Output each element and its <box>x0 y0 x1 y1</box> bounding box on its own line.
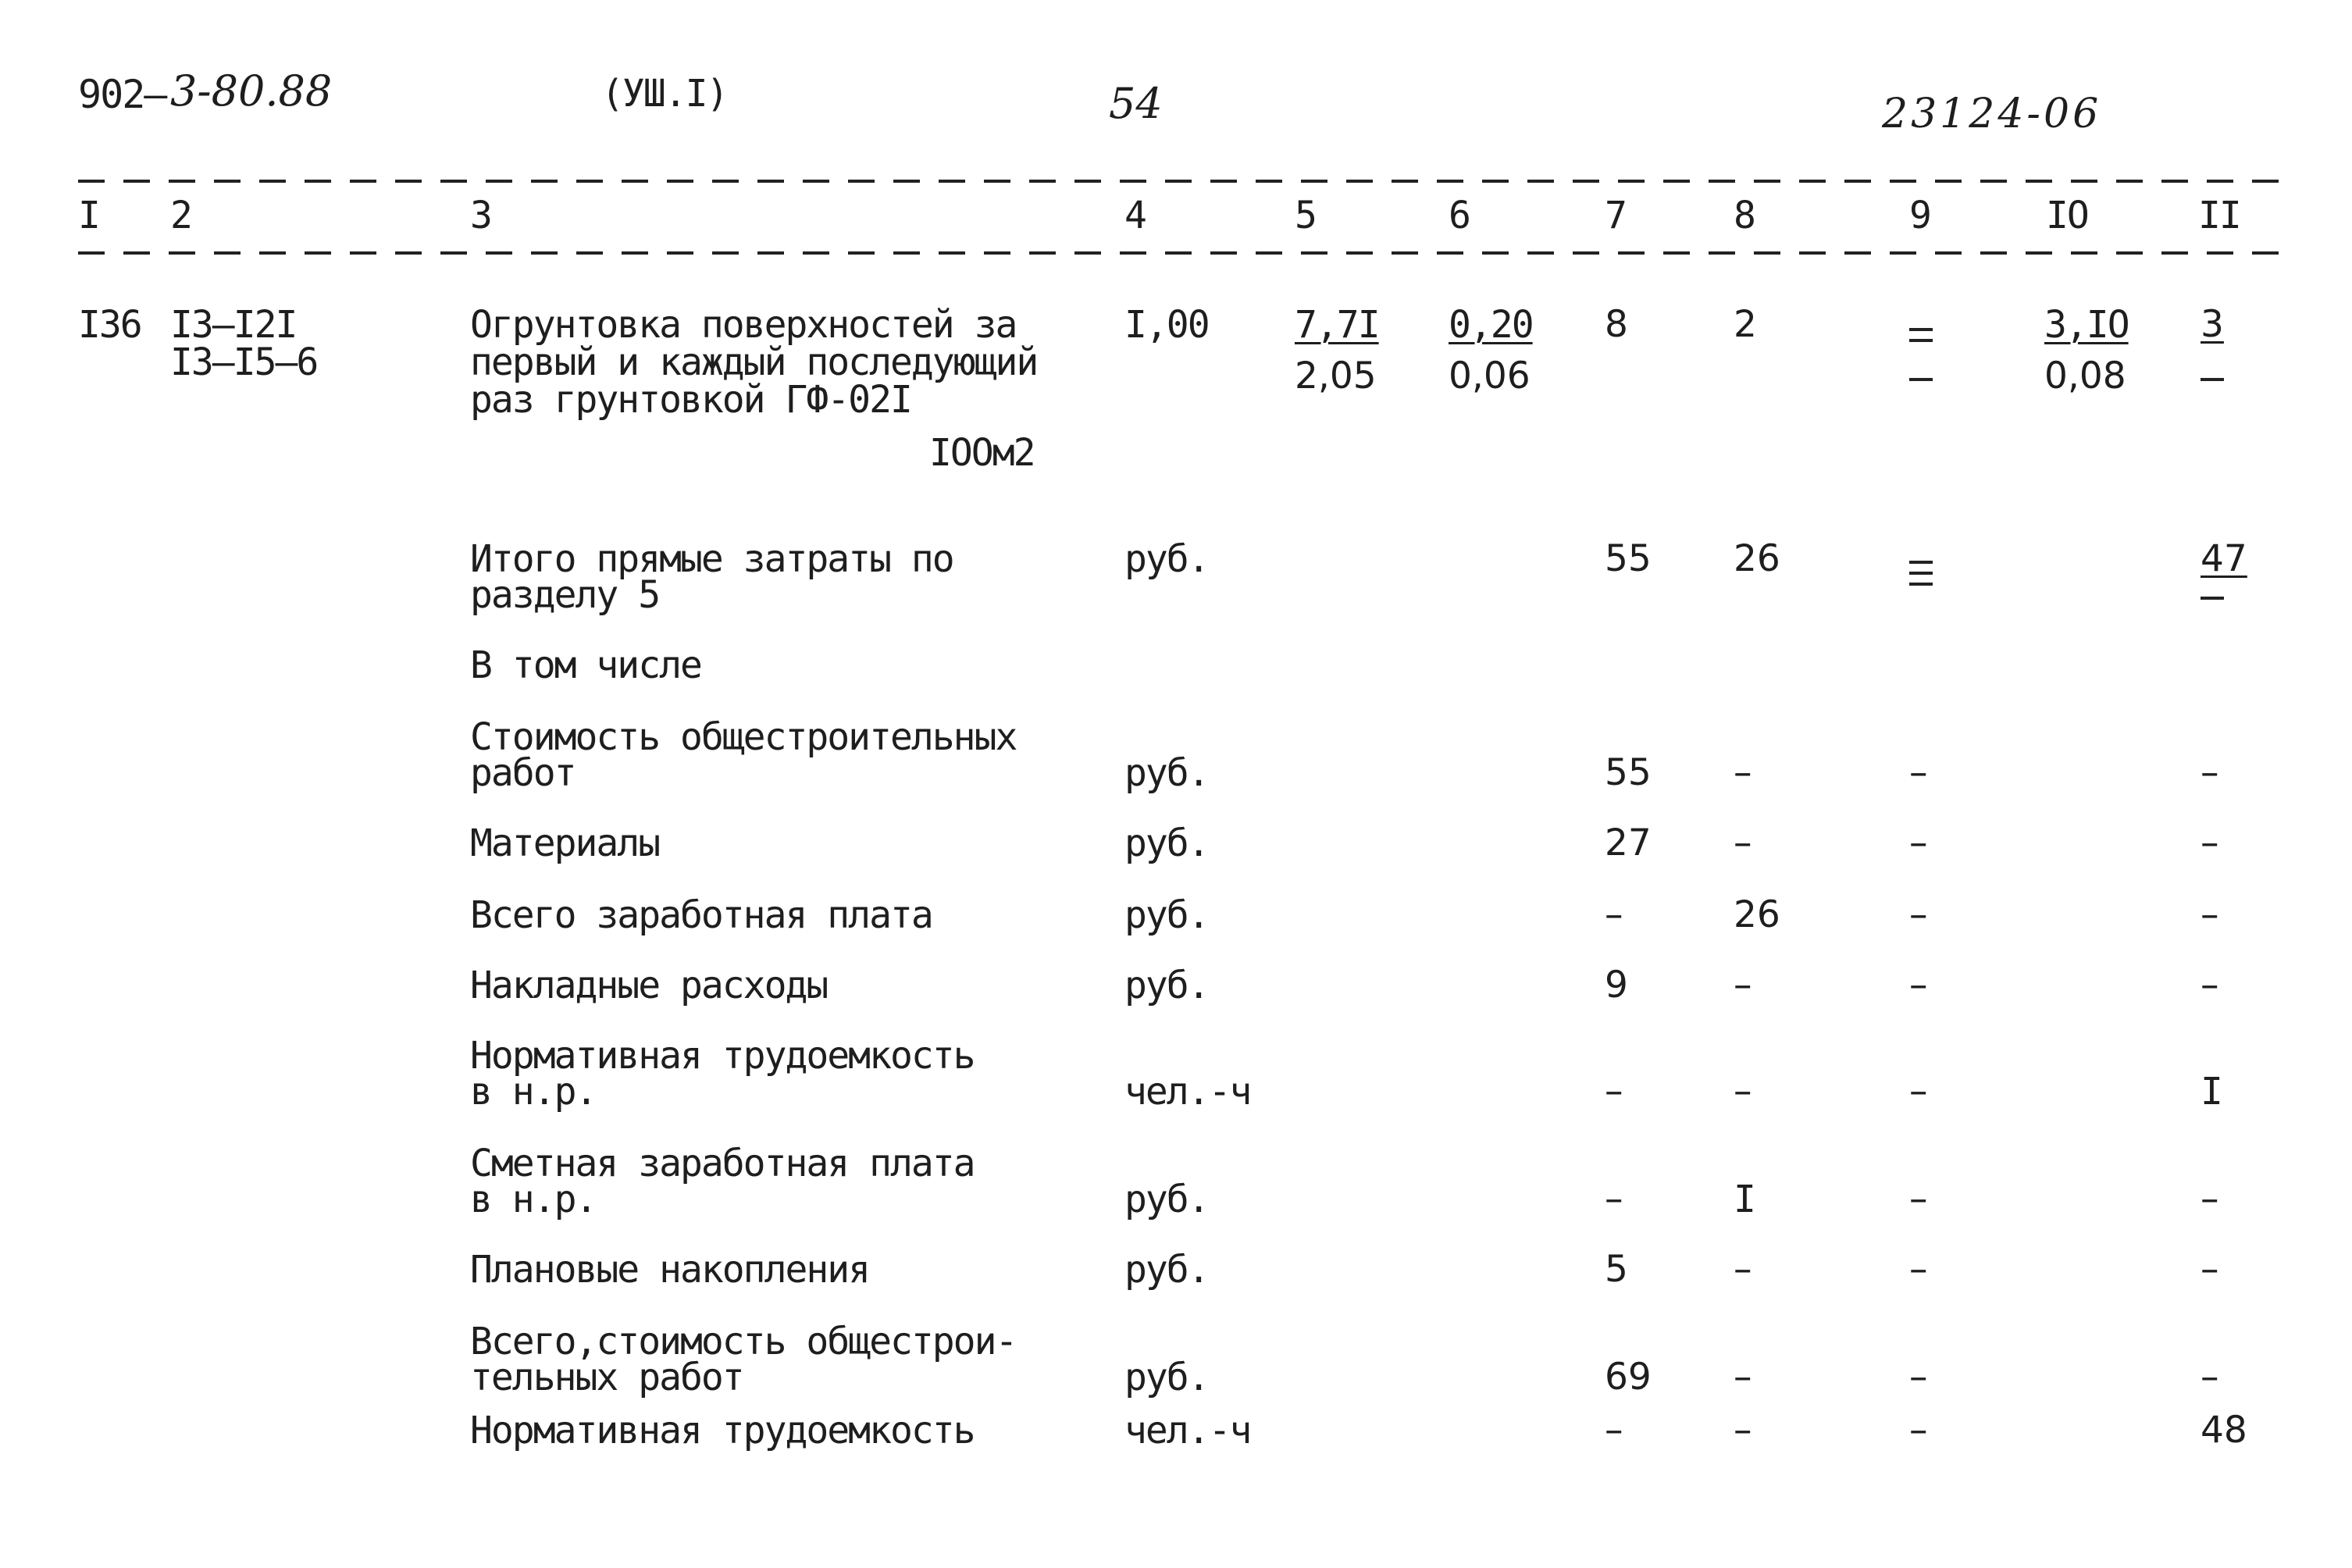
col-5-label: 5 <box>1295 194 1316 237</box>
row-col7: – <box>1605 1178 1623 1221</box>
row-col11: – <box>2201 821 2219 864</box>
row-col8: – <box>1734 1070 1752 1113</box>
row-label: Материалы <box>470 821 660 865</box>
row-col7: – <box>1605 893 1623 936</box>
row-label-2: работ <box>470 751 576 795</box>
item-col10-bottom: 0,08 <box>2044 355 2126 397</box>
row-unit: руб. <box>1124 893 1209 937</box>
col-10-label: IO <box>2046 194 2088 237</box>
col-4-label: 4 <box>1124 194 1146 237</box>
row-label-2: тельных работ <box>470 1356 743 1399</box>
item-col6-top: 0,20 <box>1449 303 1533 347</box>
row-unit: руб. <box>1124 1248 1209 1292</box>
summary-col11: 47 <box>2201 537 2247 580</box>
col-11-label: II <box>2198 194 2240 237</box>
row-col7: 9 <box>1605 964 1628 1007</box>
row-col11: – <box>2201 1178 2219 1221</box>
row-col9: – <box>1909 964 1928 1007</box>
row-col11: – <box>2201 1356 2219 1399</box>
item-col11: 3 <box>2201 303 2224 346</box>
row-col8: – <box>1734 964 1752 1007</box>
row-label: Всего,стоимость общестрои- <box>470 1320 1017 1363</box>
row-col7: – <box>1605 1409 1623 1452</box>
item-code-1: I3–I2I <box>170 303 297 347</box>
including-label: В том числе <box>470 643 701 687</box>
row-col7: – <box>1605 1070 1623 1113</box>
summary-col9 <box>1909 561 1933 593</box>
row-col7: 5 <box>1605 1248 1628 1291</box>
item-number: I36 <box>78 303 141 347</box>
summary-col7: 55 <box>1605 537 1652 580</box>
row-col9: – <box>1909 1356 1928 1399</box>
row-col9: – <box>1909 821 1928 864</box>
col-1-label: I <box>78 194 99 237</box>
summary-col8: 26 <box>1734 537 1780 580</box>
col-7-label: 7 <box>1605 194 1626 237</box>
doc-code-handwritten: 3-80.88 <box>170 66 333 116</box>
row-label-2: в н.р. <box>470 1070 597 1114</box>
summary-title-line-1: Итого прямые затраты по <box>470 537 953 581</box>
row-unit: руб. <box>1124 821 1209 865</box>
col-2-label: 2 <box>170 194 191 237</box>
row-unit: руб. <box>1124 1178 1209 1221</box>
row-col7: 55 <box>1605 751 1652 794</box>
item-code-2: I3–I5–6 <box>170 340 318 384</box>
item-col10-top: 3,IO <box>2044 303 2129 347</box>
item-description-line-3: раз грунтовкой ГФ-02I <box>470 378 911 422</box>
row-col11: – <box>2201 964 2219 1007</box>
row-col8: – <box>1734 821 1752 864</box>
row-col9: – <box>1909 893 1928 936</box>
header-rule-top <box>78 180 2288 183</box>
item-col9-top <box>1909 328 1933 350</box>
col-6-label: 6 <box>1449 194 1470 237</box>
summary-title-line-2: разделу 5 <box>470 573 660 617</box>
col-9-label: 9 <box>1909 194 1930 237</box>
row-col9: – <box>1909 751 1928 794</box>
item-col6-bottom: 0,06 <box>1449 355 1531 397</box>
doc-code-printed: 902– <box>78 72 166 117</box>
row-col9: – <box>1909 1248 1928 1291</box>
row-col9: – <box>1909 1409 1928 1452</box>
row-col11: – <box>2201 751 2219 794</box>
item-col5-bottom: 2,05 <box>1295 355 1377 397</box>
col-3-label: 3 <box>470 194 491 237</box>
col-8-label: 8 <box>1734 194 1755 237</box>
row-col11: 48 <box>2201 1409 2247 1452</box>
row-col8: I <box>1734 1178 1755 1221</box>
row-col11: I <box>2201 1070 2222 1114</box>
row-unit: руб. <box>1124 1356 1209 1399</box>
item-quantity: I,00 <box>1124 303 1209 347</box>
row-unit: чел.-ч <box>1124 1070 1251 1114</box>
row-col8: 26 <box>1734 893 1780 936</box>
item-col5-top: 7,7I <box>1295 303 1379 347</box>
row-unit: руб. <box>1124 964 1209 1007</box>
row-col7: 27 <box>1605 821 1652 864</box>
item-col7: 8 <box>1605 303 1628 346</box>
item-unit-note: IOOм2 <box>929 431 1035 475</box>
item-col9-bottom <box>1909 378 1933 381</box>
row-col11: – <box>2201 893 2219 936</box>
row-label: Плановые накопления <box>470 1248 870 1292</box>
row-label: Накладные расходы <box>470 964 828 1007</box>
row-label: Нормативная трудоемкость <box>470 1034 975 1078</box>
row-col11: – <box>2201 1248 2219 1291</box>
row-label: Нормативная трудоемкость <box>470 1409 975 1452</box>
item-description-line-1: Огрунтовка поверхностей за <box>470 303 1017 347</box>
row-col9: – <box>1909 1178 1928 1221</box>
row-col8: – <box>1734 1409 1752 1452</box>
row-label: Сметная заработная плата <box>470 1142 975 1185</box>
row-label: Стоимость общестроительных <box>470 715 1017 759</box>
item-col11-bottom <box>2201 378 2224 381</box>
header-rule-bottom <box>78 251 2288 255</box>
section-label: (УШ.I) <box>601 72 728 116</box>
row-label-2: в н.р. <box>470 1178 597 1221</box>
row-unit: чел.-ч <box>1124 1409 1251 1452</box>
row-col8: – <box>1734 751 1752 794</box>
row-col8: – <box>1734 1356 1752 1399</box>
summary-unit: руб. <box>1124 537 1209 581</box>
archive-number: 23124-06 <box>1882 91 2102 137</box>
item-description-line-2: первый и каждый последующий <box>470 340 1038 384</box>
item-col8: 2 <box>1734 303 1757 346</box>
page-number: 54 <box>1109 79 1163 128</box>
row-unit: руб. <box>1124 751 1209 795</box>
row-col7: 69 <box>1605 1356 1652 1399</box>
row-col9: – <box>1909 1070 1928 1113</box>
row-label: Всего заработная плата <box>470 893 932 937</box>
summary-col11-bottom <box>2201 597 2224 600</box>
row-col8: – <box>1734 1248 1752 1291</box>
